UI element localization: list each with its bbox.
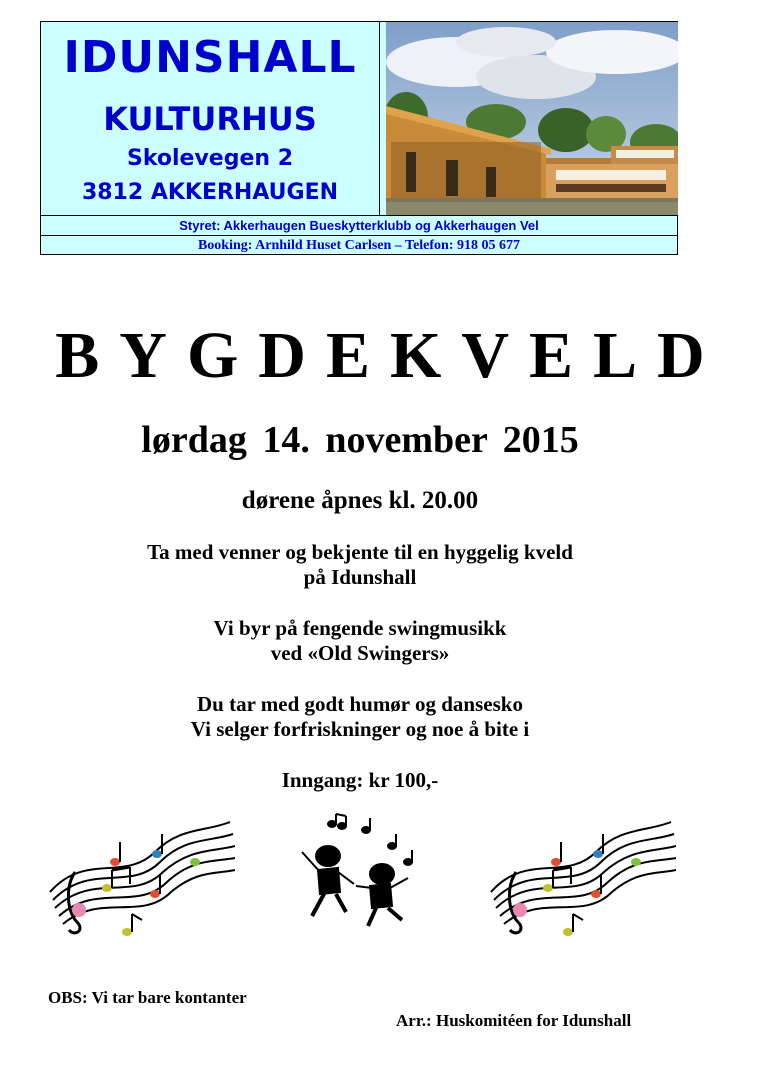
music-paragraph	[0, 616, 720, 666]
invite-line-2: på Idunshall	[303, 565, 417, 589]
arranger: Arr.: Huskomitéen for Idunshall	[396, 1011, 632, 1030]
header-box	[40, 21, 678, 255]
entry-price: Inngang: kr 100,-	[281, 768, 439, 792]
venue-name: IDUNSHALL	[63, 32, 357, 83]
music-line-2: ved «Old Swingers»	[270, 641, 450, 665]
event-date: lørdag 14. november 2015	[141, 419, 579, 461]
bring-paragraph	[0, 692, 720, 742]
venue-city: 3812 AKKERHAUGEN	[81, 180, 339, 205]
music-staff-icon	[45, 812, 235, 947]
venue-info	[41, 22, 380, 215]
invite-paragraph	[0, 540, 720, 590]
cash-only-note: OBS: Vi tar bare kontanter	[48, 988, 247, 1007]
invite-line-1: Ta med venner og bekjente til en hyggelig kveld	[147, 540, 573, 564]
doors-open: dørene åpnes kl. 20.00	[241, 487, 479, 514]
board-info: Styret: Akkerhaugen Bueskytterklubb og Akkerhaugen Vel	[41, 215, 677, 235]
booking-info: Booking: Arnhild Huset Carlsen – Telefon: 918 05 677	[41, 235, 677, 255]
bring-line-1: Du tar med godt humør og dansesko	[197, 692, 523, 716]
dancers-icon	[290, 812, 430, 927]
venue-street: Skolevegen 2	[126, 146, 294, 171]
event-title: BYGDEKVELD	[55, 319, 725, 392]
music-line-1: Vi byr på fengende swingmusikk	[213, 616, 507, 640]
bring-line-2: Vi selger forfriskninger og noe å bite i	[190, 717, 530, 741]
venue-type: KULTURHUS	[103, 100, 317, 138]
building-photo	[386, 22, 678, 215]
music-staff-icon	[486, 812, 676, 947]
